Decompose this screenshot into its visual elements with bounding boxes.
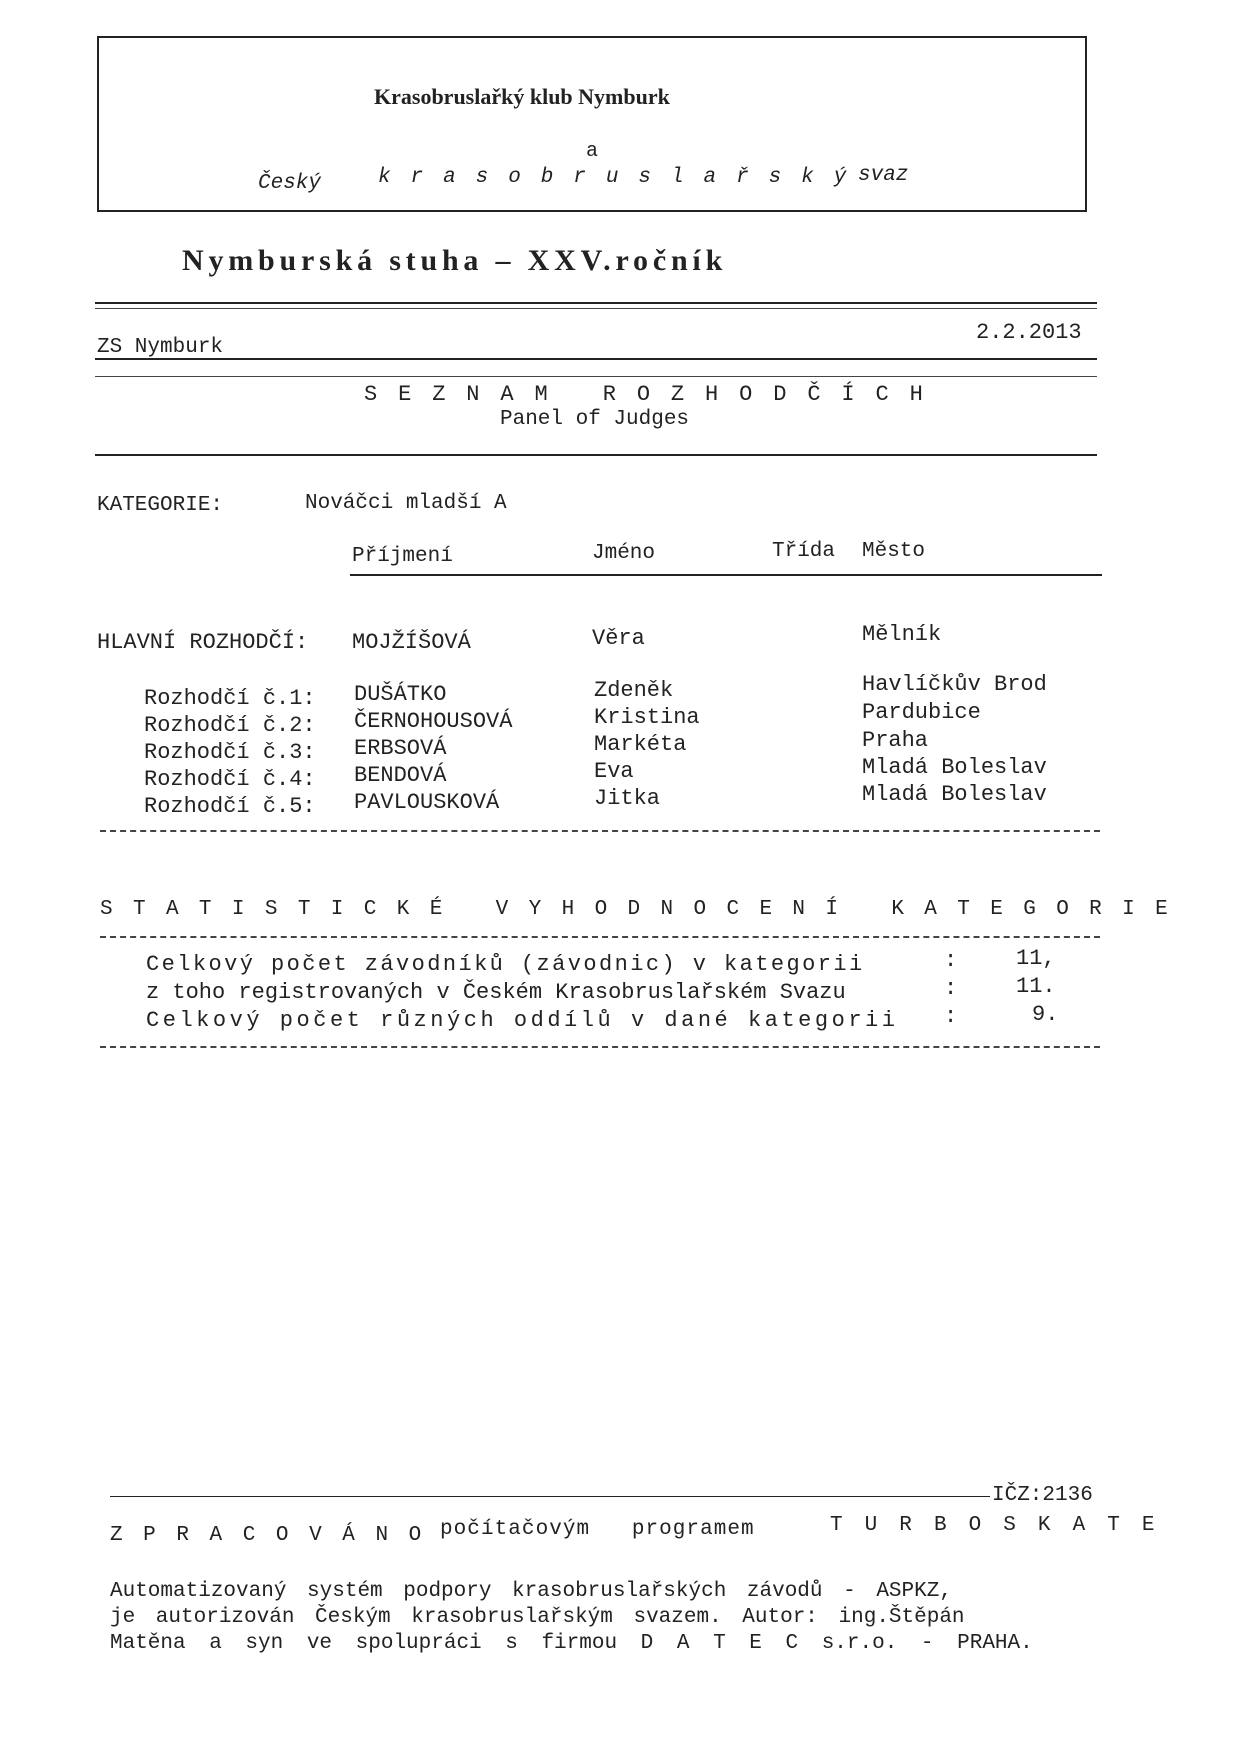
referee-role: HLAVNÍ ROZHODČÍ: <box>97 630 309 655</box>
software-name: TURBOSKATE <box>830 1514 1177 1537</box>
panel-subtitle: Panel of Judges <box>500 408 690 431</box>
divider <box>95 454 1097 456</box>
judge-surname: PAVLOUSKOVÁ <box>354 790 500 815</box>
judge-role: Rozhodčí č.3: <box>144 740 316 765</box>
judge-role: Rozhodčí č.2: <box>144 713 316 738</box>
judge-first-name: Jitka <box>594 786 661 811</box>
judge-first-name: Zdeněk <box>594 678 674 703</box>
footer-line: Matěna a syn ve spolupráci s firmou D A T E C s.r.o. - PRAHA. <box>110 1632 1033 1655</box>
statistics-label: z toho registrovaných v Českém Krasobruslařském Svazu <box>146 980 846 1005</box>
column-surname: Příjmení <box>352 545 453 568</box>
statistics-colon: : <box>944 948 958 973</box>
statistics-value: 11, <box>1016 946 1056 971</box>
judge-surname: ČERNOHOUSOVÁ <box>354 709 513 734</box>
statistics-title: STATISTICKÉ VYHODNOCENÍ KATEGORIE <box>100 898 1189 921</box>
processed-rest: počítačovým programem <box>440 1518 755 1541</box>
statistics-label: Celkový počet různých oddílů v dané kategorii <box>146 1008 899 1033</box>
statistics-colon: : <box>944 1004 958 1029</box>
judge-city: Havlíčkův Brod <box>862 672 1047 697</box>
judge-role: Rozhodčí č.5: <box>144 794 316 819</box>
column-city: Město <box>862 540 926 563</box>
judge-city: Mladá Boleslav <box>862 782 1047 807</box>
judge-first-name: Eva <box>594 759 634 784</box>
footer-line: je autorizován Českým krasobruslařským svazem. Autor: ing.Štěpán <box>110 1606 965 1629</box>
referee-city: Mělník <box>862 622 942 647</box>
column-first-name: Jméno <box>592 542 656 565</box>
panel-title: SEZNAM ROZHODČÍCH <box>364 382 944 407</box>
judge-role: Rozhodčí č.4: <box>144 767 316 792</box>
statistics-value: 11. <box>1016 974 1056 999</box>
header-and: a <box>586 140 599 163</box>
statistics-colon: : <box>944 976 958 1001</box>
judge-first-name: Kristina <box>594 705 700 730</box>
footer-line: Automatizovaný systém podpory krasobruslařských závodů - ASPKZ, <box>110 1580 952 1603</box>
judge-surname: BENDOVÁ <box>354 763 447 788</box>
processed-word: ZPRACOVÁNO <box>110 1524 442 1547</box>
judge-role: Rozhodčí č.1: <box>144 686 316 711</box>
judge-first-name: Markéta <box>594 732 687 757</box>
divider <box>95 376 1097 377</box>
judge-city: Praha <box>862 728 929 753</box>
referee-surname: MOJŽÍŠOVÁ <box>352 630 471 655</box>
divider <box>95 358 1097 360</box>
divider <box>350 574 1102 576</box>
date: 2.2.2013 <box>976 320 1082 345</box>
statistics-value: 9. <box>1032 1002 1059 1027</box>
category-value: Nováčci mladší A <box>305 492 507 515</box>
divider <box>100 1046 1100 1048</box>
federation-word-2: krasobruslařský <box>378 166 867 189</box>
divider <box>100 936 1100 938</box>
club-name: Krasobruslařký klub Nymburk <box>374 84 670 109</box>
column-class: Třída <box>772 540 836 563</box>
icz-code: IČZ:2136 <box>992 1484 1093 1507</box>
divider <box>95 308 1097 309</box>
statistics-label: Celkový počet závodníků (závodnic) v kategorii <box>146 952 865 977</box>
divider <box>95 302 1097 304</box>
judge-surname: DUŠÁTKO <box>354 682 447 707</box>
divider <box>110 1496 990 1497</box>
divider <box>100 830 1100 832</box>
category-label: KATEGORIE: <box>97 494 224 517</box>
event-title: Nymburská stuha – XXV.ročník <box>182 244 728 277</box>
venue: ZS Nymburk <box>97 336 224 359</box>
judge-city: Mladá Boleslav <box>862 755 1047 780</box>
federation-word-3: svaz <box>858 164 909 187</box>
federation-word-1: Český <box>258 172 322 195</box>
referee-first-name: Věra <box>592 626 645 651</box>
judge-city: Pardubice <box>862 700 981 725</box>
judge-surname: ERBSOVÁ <box>354 736 447 761</box>
